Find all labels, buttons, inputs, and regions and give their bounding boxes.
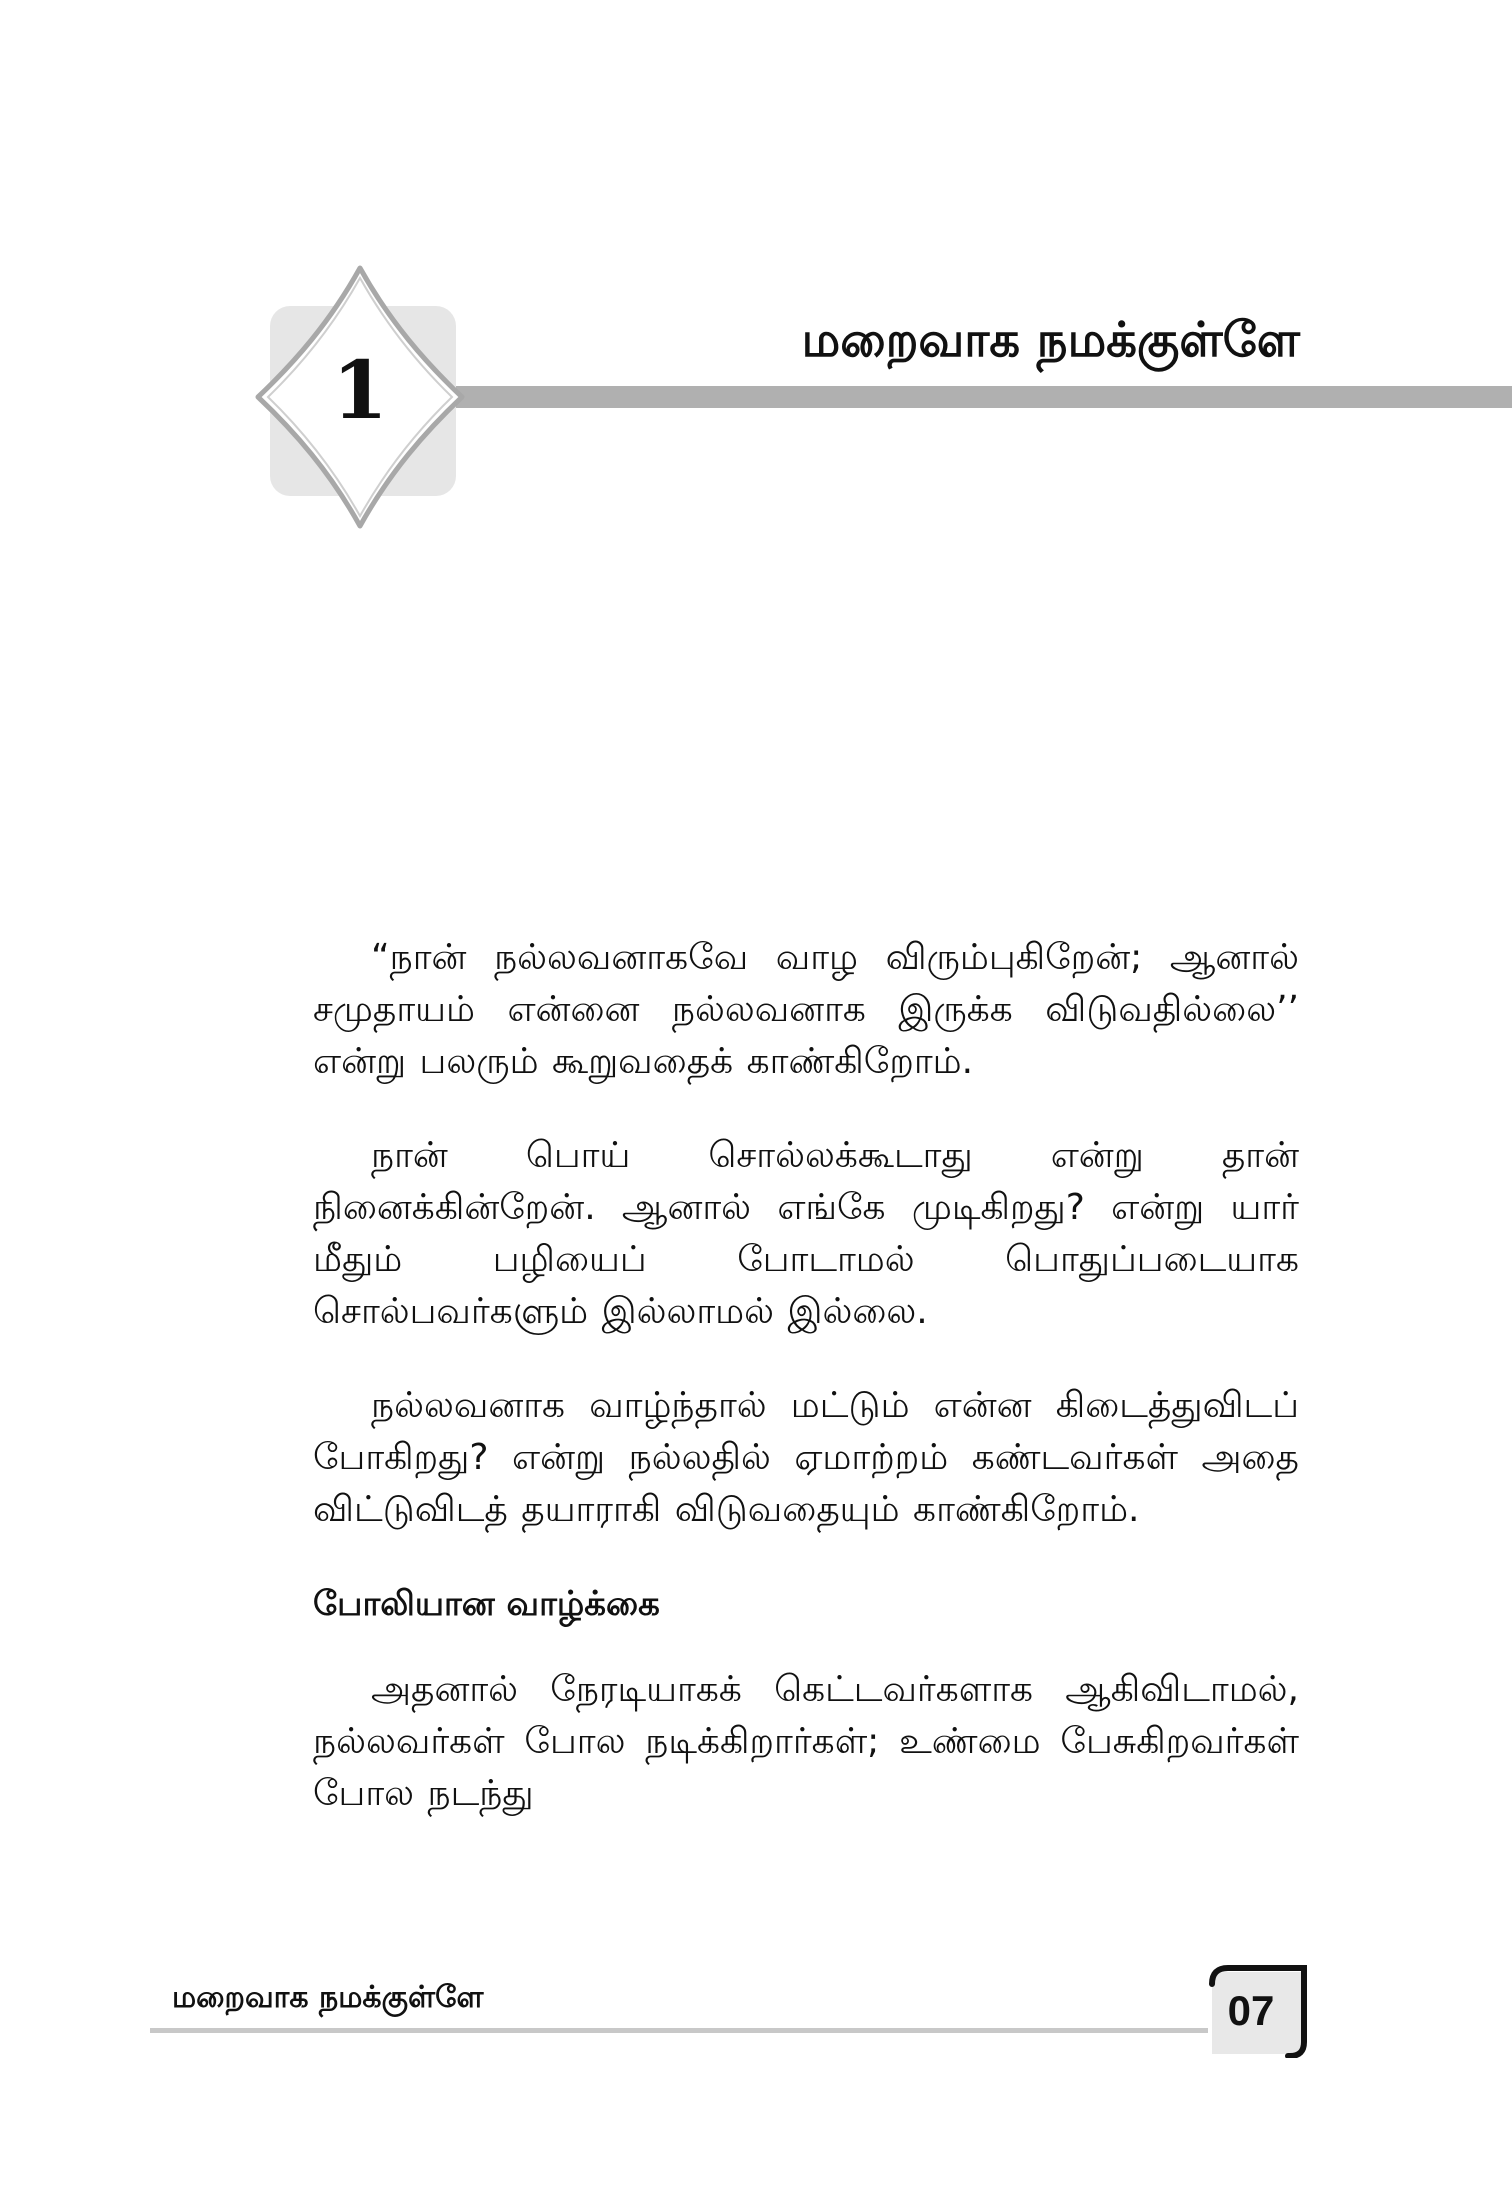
section-heading: போலியான வாழ்க்கை (313, 1584, 660, 1624)
page-number: 07 (1227, 1987, 1275, 2034)
paragraph-4: அதனால் நேரடியாகக் கெட்டவர்களாக ஆகிவிடாமல், நல்லவர்கள் போல நடிக்கிறார்கள்; உண்மை பேசுகிறவர்கள் போல நடந்து (313, 1669, 1299, 1814)
footer-rule (150, 2028, 1208, 2033)
paragraph-3: நல்லவனாக வாழ்ந்தால் மட்டும் என்ன கிடைத்துவிடப் போகிறது? என்று நல்லதில் ஏமாற்றம் கண்டவர்கள் அதை விட்டுவிடத் தயாராகி விடுவதையும் காண்கிறோம். (313, 1385, 1299, 1530)
header-rule (440, 386, 1512, 408)
paragraph-2: நான் பொய் சொல்லக்கூடாது என்று தான் நினைக்கின்றேன். ஆனால் எங்கே முடிகிறது? என்று யார் மீதும் பழியைப் போடாமல் பொதுப்படையாக சொல்பவர்களும் இல்லாமல் இல்லை. (313, 1135, 1299, 1332)
chapter-title: மறைவாக நமக்குள்ளே (801, 312, 1300, 368)
paragraph-1: “நான் நல்லவனாகவே வாழ விரும்புகிறேன்; ஆனால் சமுதாயம் என்னை நல்லவனாக இருக்க விடுவதில்லை’’ என்று பலரும் கூறுவதைக் காண்கிறோம். (313, 937, 1299, 1082)
chapter-body (313, 932, 1299, 1862)
chapter-number: 1 (332, 343, 388, 437)
footer-running-title: மறைவாக நமக்குள்ளே (172, 1980, 484, 2015)
chapter-header (0, 0, 1512, 560)
